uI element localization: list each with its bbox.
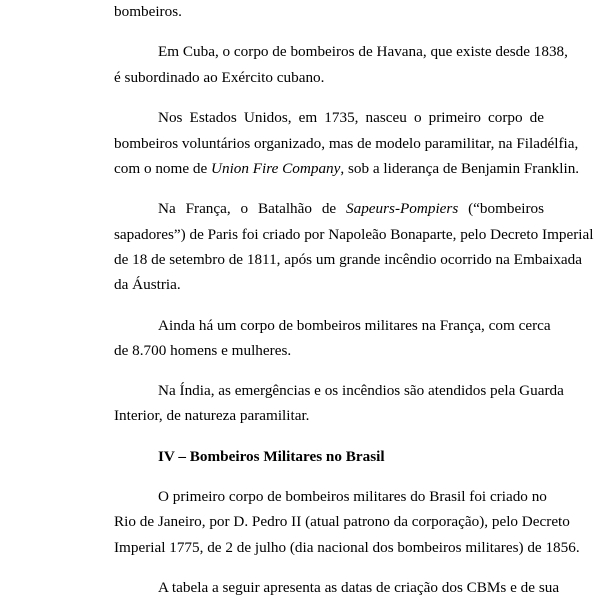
section-heading: IV – Bombeiros Militares no Brasil <box>158 448 385 465</box>
italic-term: Union Fire Company <box>211 160 341 177</box>
paragraph-line: Na Índia, as emergências e os incêndios são atendidos pela Guarda <box>158 382 564 399</box>
paragraph-line: Rio de Janeiro, por D. Pedro II (atual patrono da corporação), pelo Decreto <box>114 513 570 530</box>
paragraph-line: com o nome de Union Fire Company, sob a liderança de Benjamin Franklin. <box>114 160 580 177</box>
paragraph-line: bombeiros. <box>114 3 182 20</box>
italic-term: Sapeurs-Pompiers <box>346 200 459 217</box>
paragraph-line: bombeiros voluntários organizado, mas de modelo paramilitar, na Filadélfia, <box>114 135 579 152</box>
paragraph-line: Ainda há um corpo de bombeiros militares na França, com cerca <box>158 317 551 334</box>
paragraph-line: Imperial 1775, de 2 de julho (dia nacional dos bombeiros militares) de 1856. <box>114 539 580 556</box>
paragraph-line: é subordinado ao Exército cubano. <box>114 69 325 86</box>
paragraph-line: da Áustria. <box>114 276 181 293</box>
paragraph-line: de 18 de setembro de 1811, após um grande incêndio ocorrido na Embaixada <box>114 251 582 268</box>
paragraph-line: O primeiro corpo de bombeiros militares do Brasil foi criado no <box>158 488 547 505</box>
paragraph-line: de 8.700 homens e mulheres. <box>114 342 292 359</box>
paragraph-line: Em Cuba, o corpo de bombeiros de Havana, que existe desde 1838, <box>158 43 568 60</box>
paragraph-line: A tabela a seguir apresenta as datas de criação dos CBMs e de sua <box>158 579 560 596</box>
paragraph-line: sapadores”) de Paris foi criado por Napoleão Bonaparte, pelo Decreto Imperial <box>114 226 594 243</box>
paragraph-line: Interior, de natureza paramilitar. <box>114 407 310 424</box>
paragraph-line: Na França, o Batalhão de Sapeurs-Pompiers (“bombeiros <box>158 200 545 217</box>
paragraph-line: Nos Estados Unidos, em 1735, nasceu o primeiro corpo de <box>158 109 544 126</box>
